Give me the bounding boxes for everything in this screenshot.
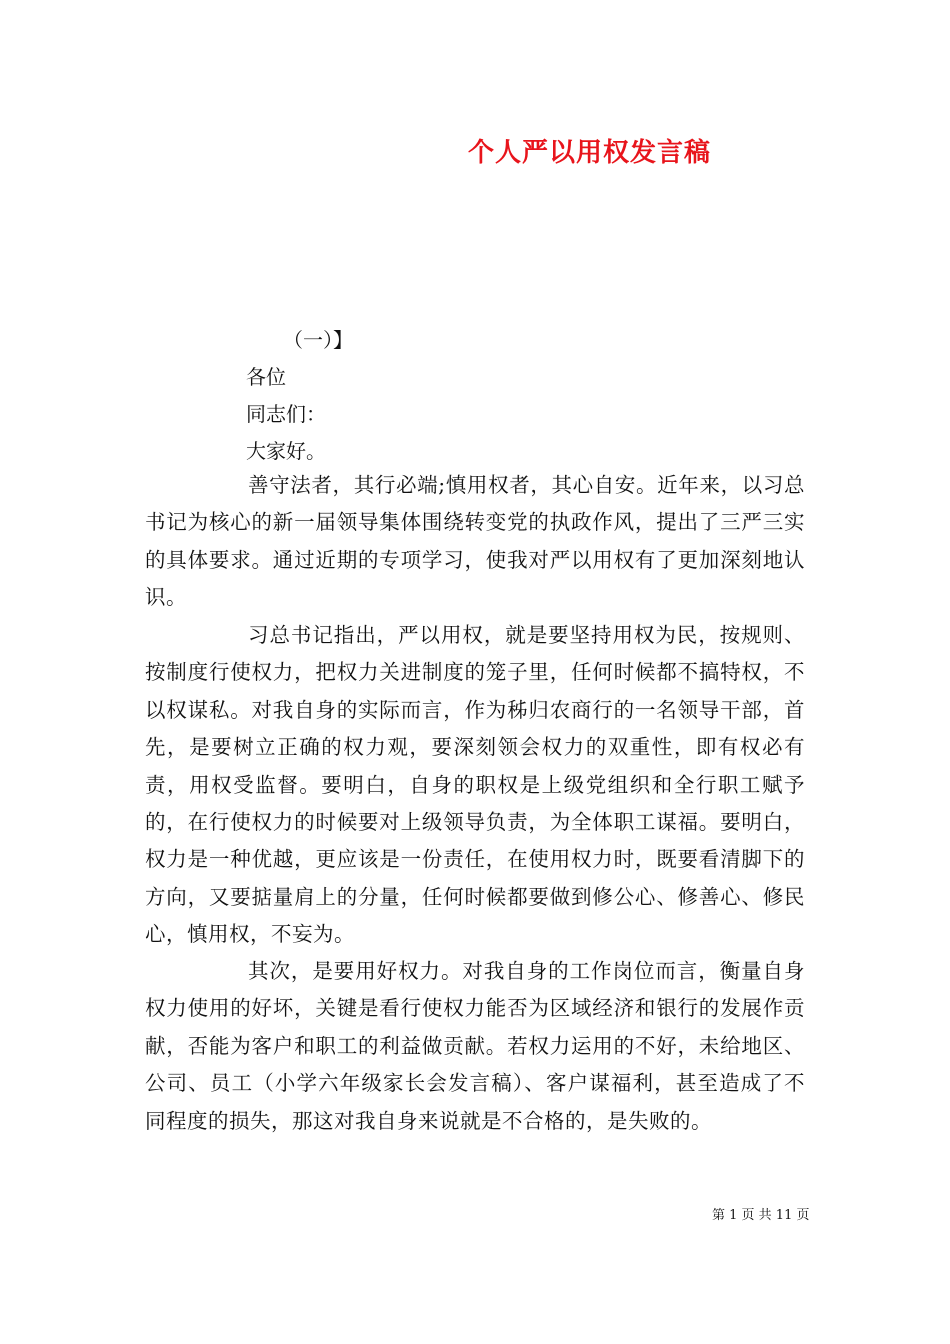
paragraph-3: 其次，是要用好权力。对我自身的工作岗位而言，衡量自身权力使用的好坏，关键是看行使权力能否为区域经济和银行的发展作贡献，否能为客户和职工的利益做贡献。若权力运用的不好，未给地区、公司、员工（小学六年级家长会发言稿）、客户谋福利，甚至造成了不同程度的损失，那这对我自身来说就是不合格的，是失败的。 (145, 959, 805, 1133)
salutation-line-2: 同志们： (246, 402, 326, 426)
page-footer: 第 1 页 共 11 页 (712, 1208, 810, 1223)
paragraph-2: 习总书记指出，严以用权，就是要坚持用权为民，按规则、按制度行使权力，把权力关进制度的笼子里，任何时候都不搞特权，不以权谋私。对我自身的实际而言，作为秭归农商行的一名领导干部，首先，是要树立正确的权力观，要深刻领会权力的双重性，即有权必有责，用权受监督。要明白，自身的职权是上级党组织和全行职工赋予的，在行使权力的时候要对上级领导负责，为全体职工谋福。要明白，权力是一种优越，更应该是一份责任，在使用权力时，既要看清脚下的方向，又要掂量肩上的分量，任何时候都要做到修公心、修善心、修民心，慎用权，不妄为。 (145, 623, 805, 947)
salutation-line-3: 大家好。 (246, 439, 326, 463)
document-title: 个人严以用权发言稿 (468, 138, 712, 168)
salutation-line-1: 各位 (246, 365, 286, 389)
paragraph-1: 善守法者，其行必端;慎用权者，其心自安。近年来，以习总书记为核心的新一届领导集体围绕转变党的执政作风，提出了三严三实的具体要求。通过近期的专项学习，使我对严以用权有了更加深刻地认识。 (145, 473, 805, 610)
section-marker: （一）】 (283, 328, 353, 352)
